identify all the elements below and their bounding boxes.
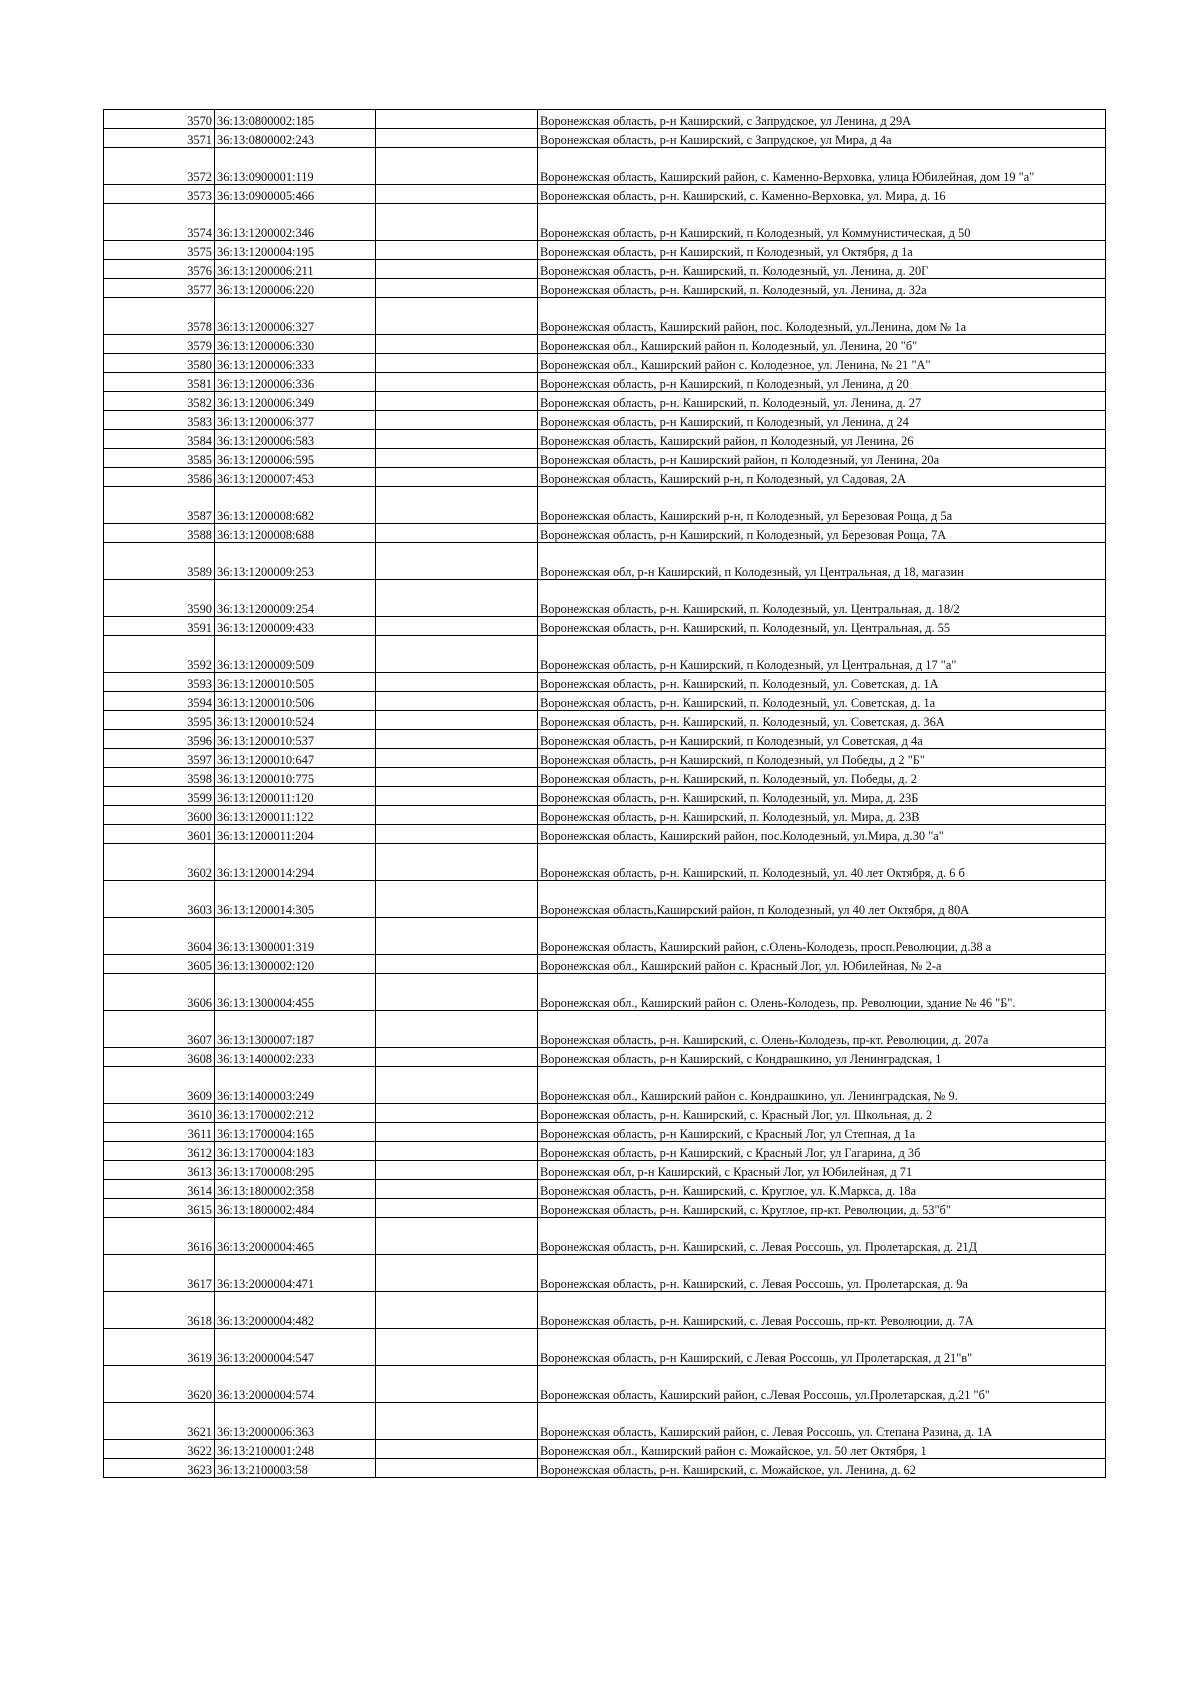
table-row: [104, 392, 1106, 411]
cadastral-number-cell: 36:13:1200006:220: [215, 279, 376, 298]
address-cell: Воронежская область, р-н Каширский, с Красный Лог, ул Гагарина, д 3б: [538, 1142, 1106, 1161]
address-cell: Воронежская область, р-н. Каширский, с. Круглое, пр-кт. Революции, д. 53"б": [538, 1199, 1106, 1218]
cadastral-number-cell: 36:13:1300007:187: [215, 1011, 376, 1048]
table-row: [104, 974, 1106, 1011]
address-cell: Воронежская область, р-н. Каширский, п. Колодезный, ул. Мира, д. 23Б: [538, 787, 1106, 806]
row-number-cell: 3609: [104, 1067, 215, 1104]
address-cell: Воронежская область, р-н. Каширский, п. Колодезный, ул. Ленина, д. 27: [538, 392, 1106, 411]
empty-cell: [376, 110, 538, 129]
table-row: [104, 806, 1106, 825]
row-number-cell: 3623: [104, 1459, 215, 1478]
table-row: [104, 1440, 1106, 1459]
empty-cell: [376, 1011, 538, 1048]
row-number-cell: 3621: [104, 1403, 215, 1440]
cadastral-number-cell: 36:13:0900005:466: [215, 185, 376, 204]
address-cell: Воронежская область, р-н Каширский, п Колодезный, ул Коммунистическая, д 50: [538, 204, 1106, 241]
address-cell: Воронежская область, р-н. Каширский, с. Можайское, ул. Ленина, д. 62: [538, 1459, 1106, 1478]
row-number-cell: 3587: [104, 487, 215, 524]
row-number-cell: 3617: [104, 1255, 215, 1292]
cadastral-number-cell: 36:13:1400002:233: [215, 1048, 376, 1067]
table-row: [104, 335, 1106, 354]
table-row: [104, 955, 1106, 974]
table-row: [104, 279, 1106, 298]
table-row: [104, 1199, 1106, 1218]
address-cell: Воронежская область, р-н. Каширский, п. Колодезный, ул. Мира, д. 23В: [538, 806, 1106, 825]
table-row: [104, 1292, 1106, 1329]
table-row: [104, 673, 1106, 692]
row-number-cell: 3584: [104, 430, 215, 449]
address-cell: Воронежская область, р-н. Каширский, п. Колодезный, ул. Победы, д. 2: [538, 768, 1106, 787]
row-number-cell: 3603: [104, 881, 215, 918]
table-row: [104, 636, 1106, 673]
address-cell: Воронежская область, р-н. Каширский, с. Каменно-Верховка, ул. Мира, д. 16: [538, 185, 1106, 204]
empty-cell: [376, 543, 538, 580]
cadastral-number-cell: 36:13:1700004:183: [215, 1142, 376, 1161]
empty-cell: [376, 1048, 538, 1067]
address-cell: Воронежская область, р-н. Каширский, п. Колодезный, ул. Советская, д. 1А: [538, 673, 1106, 692]
cadastral-number-cell: 36:13:1800002:484: [215, 1199, 376, 1218]
cadastral-number-cell: 36:13:2000004:574: [215, 1366, 376, 1403]
empty-cell: [376, 411, 538, 430]
address-cell: Воронежская область, р-н Каширский, с Кондрашкино, ул Ленинградская, 1: [538, 1048, 1106, 1067]
cadastral-number-cell: 36:13:1200006:583: [215, 430, 376, 449]
address-cell: Воронежская область, р-н Каширский, с Красный Лог, ул Степная, д 1а: [538, 1123, 1106, 1142]
empty-cell: [376, 185, 538, 204]
table-row: [104, 1104, 1106, 1123]
address-cell: Воронежская обл., Каширский район с. Олень-Колодезь, пр. Революции, здание № 46 "Б".: [538, 974, 1106, 1011]
table-row: [104, 148, 1106, 185]
table-row: [104, 110, 1106, 129]
empty-cell: [376, 148, 538, 185]
empty-cell: [376, 354, 538, 373]
address-cell: Воронежская область,Каширский район, п Колодезный, ул 40 лет Октября, д 80А: [538, 881, 1106, 918]
empty-cell: [376, 129, 538, 148]
address-cell: Воронежская область, р-н. Каширский, п. Колодезный, ул. 40 лет Октября, д. 6 б: [538, 844, 1106, 881]
table-row: [104, 617, 1106, 636]
empty-cell: [376, 1459, 538, 1478]
empty-cell: [376, 768, 538, 787]
address-cell: Воронежская область, р-н. Каширский, с. Круглое, ул. К.Маркса, д. 18а: [538, 1180, 1106, 1199]
cadastral-number-cell: 36:13:1300002:120: [215, 955, 376, 974]
address-cell: Воронежская область, Каширский район, п Колодезный, ул Ленина, 26: [538, 430, 1106, 449]
address-cell: Воронежская обл., Каширский район с. Красный Лог, ул. Юбилейная, № 2-а: [538, 955, 1106, 974]
row-number-cell: 3581: [104, 373, 215, 392]
empty-cell: [376, 787, 538, 806]
table-row: [104, 411, 1106, 430]
cadastral-number-cell: 36:13:2000004:547: [215, 1329, 376, 1366]
empty-cell: [376, 373, 538, 392]
address-cell: Воронежская область, Каширский район, пос.Колодезный, ул.Мира, д.30 "а": [538, 825, 1106, 844]
address-cell: Воронежская область, р-н Каширский, с Левая Россошь, ул Пролетарская, д 21"в": [538, 1329, 1106, 1366]
empty-cell: [376, 636, 538, 673]
row-number-cell: 3619: [104, 1329, 215, 1366]
empty-cell: [376, 1180, 538, 1199]
row-number-cell: 3614: [104, 1180, 215, 1199]
row-number-cell: 3596: [104, 730, 215, 749]
address-cell: Воронежская обл., Каширский район с. Колодезное, ул. Ленина, № 21 "А": [538, 354, 1106, 373]
address-cell: Воронежская область, Каширский р-н, п Колодезный, ул Садовая, 2А: [538, 468, 1106, 487]
address-cell: Воронежская область, Каширский район, пос. Колодезный, ул.Ленина, дом № 1а: [538, 298, 1106, 335]
cadastral-number-cell: 36:13:1300004:455: [215, 974, 376, 1011]
cadastral-number-cell: 36:13:1700004:165: [215, 1123, 376, 1142]
table-row: [104, 1161, 1106, 1180]
cadastral-number-cell: 36:13:1200006:377: [215, 411, 376, 430]
cadastral-number-cell: 36:13:1200014:294: [215, 844, 376, 881]
row-number-cell: 3606: [104, 974, 215, 1011]
row-number-cell: 3598: [104, 768, 215, 787]
empty-cell: [376, 449, 538, 468]
empty-cell: [376, 806, 538, 825]
empty-cell: [376, 487, 538, 524]
table-row: [104, 241, 1106, 260]
row-number-cell: 3597: [104, 749, 215, 768]
address-cell: Воронежская обл., Каширский район с. Кондрашкино, ул. Ленинградская, № 9.: [538, 1067, 1106, 1104]
cadastral-number-cell: 36:13:1200006:336: [215, 373, 376, 392]
address-cell: Воронежская область, Каширский район, с.Левая Россошь, ул.Пролетарская, д.21 "б": [538, 1366, 1106, 1403]
table-row: [104, 1255, 1106, 1292]
row-number-cell: 3573: [104, 185, 215, 204]
empty-cell: [376, 1142, 538, 1161]
registry-table: [103, 109, 1106, 1478]
cadastral-number-cell: 36:13:0900001:119: [215, 148, 376, 185]
table-row: [104, 1142, 1106, 1161]
empty-cell: [376, 298, 538, 335]
table-row: [104, 1403, 1106, 1440]
empty-cell: [376, 1067, 538, 1104]
empty-cell: [376, 392, 538, 411]
row-number-cell: 3590: [104, 580, 215, 617]
table-row: [104, 449, 1106, 468]
address-cell: Воронежская область, р-н. Каширский, п. Колодезный, ул. Центральная, д. 18/2: [538, 580, 1106, 617]
address-cell: Воронежская область, р-н Каширский, с Запрудское, ул Ленина, д 29А: [538, 110, 1106, 129]
cadastral-number-cell: 36:13:2100003:58: [215, 1459, 376, 1478]
table-row: [104, 918, 1106, 955]
empty-cell: [376, 692, 538, 711]
row-number-cell: 3604: [104, 918, 215, 955]
row-number-cell: 3612: [104, 1142, 215, 1161]
address-cell: Воронежская область, р-н. Каширский, с. Левая Россошь, пр-кт. Революции, д. 7А: [538, 1292, 1106, 1329]
table-row: [104, 768, 1106, 787]
cadastral-number-cell: 36:13:1200006:330: [215, 335, 376, 354]
empty-cell: [376, 580, 538, 617]
cadastral-number-cell: 36:13:1200010:647: [215, 749, 376, 768]
table-row: [104, 825, 1106, 844]
cadastral-number-cell: 36:13:1200011:120: [215, 787, 376, 806]
row-number-cell: 3610: [104, 1104, 215, 1123]
row-number-cell: 3620: [104, 1366, 215, 1403]
row-number-cell: 3585: [104, 449, 215, 468]
table-row: [104, 468, 1106, 487]
cadastral-number-cell: 36:13:1200010:775: [215, 768, 376, 787]
empty-cell: [376, 1123, 538, 1142]
cadastral-number-cell: 36:13:1200004:195: [215, 241, 376, 260]
cadastral-number-cell: 36:13:1200006:349: [215, 392, 376, 411]
row-number-cell: 3599: [104, 787, 215, 806]
cadastral-number-cell: 36:13:1200010:506: [215, 692, 376, 711]
empty-cell: [376, 730, 538, 749]
empty-cell: [376, 1255, 538, 1292]
cadastral-number-cell: 36:13:1200002:346: [215, 204, 376, 241]
address-cell: Воронежская область, р-н. Каширский, с. Олень-Колодезь, пр-кт. Революции, д. 207а: [538, 1011, 1106, 1048]
address-cell: Воронежская обл., Каширский район п. Колодезный, ул. Ленина, 20 "б": [538, 335, 1106, 354]
address-cell: Воронежская область, р-н Каширский, п Колодезный, ул Ленина, д 24: [538, 411, 1106, 430]
row-number-cell: 3572: [104, 148, 215, 185]
row-number-cell: 3611: [104, 1123, 215, 1142]
cadastral-number-cell: 36:13:1200014:305: [215, 881, 376, 918]
cadastral-number-cell: 36:13:0800002:243: [215, 129, 376, 148]
row-number-cell: 3593: [104, 673, 215, 692]
row-number-cell: 3586: [104, 468, 215, 487]
row-number-cell: 3589: [104, 543, 215, 580]
table-row: [104, 1123, 1106, 1142]
table-row: [104, 881, 1106, 918]
table-row: [104, 580, 1106, 617]
table-row: [104, 749, 1106, 768]
table-row: [104, 373, 1106, 392]
empty-cell: [376, 1329, 538, 1366]
address-cell: Воронежская область, Каширский район, с.Олень-Колодезь, просп.Революции, д.38 а: [538, 918, 1106, 955]
cadastral-number-cell: 36:13:1200007:453: [215, 468, 376, 487]
cadastral-number-cell: 36:13:1200008:682: [215, 487, 376, 524]
empty-cell: [376, 1104, 538, 1123]
address-cell: Воронежская область, р-н. Каширский, п. Колодезный, ул. Центральная, д. 55: [538, 617, 1106, 636]
cadastral-number-cell: 36:13:1300001:319: [215, 918, 376, 955]
cadastral-number-cell: 36:13:1200010:524: [215, 711, 376, 730]
address-cell: Воронежская обл, р-н Каширский, п Колодезный, ул Центральная, д 18, магазин: [538, 543, 1106, 580]
cadastral-number-cell: 36:13:0800002:185: [215, 110, 376, 129]
row-number-cell: 3575: [104, 241, 215, 260]
row-number-cell: 3579: [104, 335, 215, 354]
empty-cell: [376, 1199, 538, 1218]
empty-cell: [376, 711, 538, 730]
empty-cell: [376, 673, 538, 692]
address-cell: Воронежская область, р-н. Каширский, п. Колодезный, ул. Советская, д. 36А: [538, 711, 1106, 730]
table-row: [104, 1459, 1106, 1478]
table-row: [104, 487, 1106, 524]
address-cell: Воронежская область, р-н. Каширский, с. Левая Россошь, ул. Пролетарская, д. 9а: [538, 1255, 1106, 1292]
table-row: [104, 711, 1106, 730]
row-number-cell: 3570: [104, 110, 215, 129]
cadastral-number-cell: 36:13:1200009:254: [215, 580, 376, 617]
address-cell: Воронежская область, Каширский район, с. Каменно-Верховка, улица Юбилейная, дом 19 "а": [538, 148, 1106, 185]
empty-cell: [376, 430, 538, 449]
empty-cell: [376, 1366, 538, 1403]
empty-cell: [376, 955, 538, 974]
empty-cell: [376, 974, 538, 1011]
address-cell: Воронежская область, р-н Каширский, п Колодезный, ул Березовая Роща, 7А: [538, 524, 1106, 543]
empty-cell: [376, 1218, 538, 1255]
empty-cell: [376, 617, 538, 636]
address-cell: Воронежская область, р-н Каширский, п Колодезный, ул Ленина, д 20: [538, 373, 1106, 392]
table-row: [104, 260, 1106, 279]
cadastral-number-cell: 36:13:1200006:333: [215, 354, 376, 373]
table-row: [104, 298, 1106, 335]
address-cell: Воронежская область, р-н Каширский, п Колодезный, ул Центральная, д 17 "а": [538, 636, 1106, 673]
row-number-cell: 3615: [104, 1199, 215, 1218]
row-number-cell: 3595: [104, 711, 215, 730]
empty-cell: [376, 1161, 538, 1180]
empty-cell: [376, 468, 538, 487]
row-number-cell: 3571: [104, 129, 215, 148]
row-number-cell: 3601: [104, 825, 215, 844]
table-row: [104, 692, 1106, 711]
cadastral-number-cell: 36:13:1800002:358: [215, 1180, 376, 1199]
row-number-cell: 3622: [104, 1440, 215, 1459]
address-cell: Воронежская область, Каширский район, с. Левая Россошь, ул. Степана Разина, д. 1А: [538, 1403, 1106, 1440]
row-number-cell: 3613: [104, 1161, 215, 1180]
cadastral-number-cell: 36:13:2000004:482: [215, 1292, 376, 1329]
address-cell: Воронежская обл, р-н Каширский, с Красный Лог, ул Юбилейная, д 71: [538, 1161, 1106, 1180]
empty-cell: [376, 844, 538, 881]
table-row: [104, 1218, 1106, 1255]
table-row: [104, 1180, 1106, 1199]
row-number-cell: 3600: [104, 806, 215, 825]
table-row: [104, 1011, 1106, 1048]
empty-cell: [376, 204, 538, 241]
empty-cell: [376, 260, 538, 279]
address-cell: Воронежская обл., Каширский район с. Можайское, ул. 50 лет Октября, 1: [538, 1440, 1106, 1459]
cadastral-number-cell: 36:13:2000004:465: [215, 1218, 376, 1255]
empty-cell: [376, 1440, 538, 1459]
cadastral-number-cell: 36:13:1200006:327: [215, 298, 376, 335]
cadastral-number-cell: 36:13:1200010:505: [215, 673, 376, 692]
cadastral-number-cell: 36:13:1200010:537: [215, 730, 376, 749]
empty-cell: [376, 1403, 538, 1440]
row-number-cell: 3574: [104, 204, 215, 241]
cadastral-number-cell: 36:13:2100001:248: [215, 1440, 376, 1459]
row-number-cell: 3578: [104, 298, 215, 335]
empty-cell: [376, 1292, 538, 1329]
table-row: [104, 204, 1106, 241]
address-cell: Воронежская область, р-н Каширский район, п Колодезный, ул Ленина, 20а: [538, 449, 1106, 468]
table-row: [104, 543, 1106, 580]
address-cell: Воронежская область, р-н Каширский, п Колодезный, ул Победы, д 2 "Б": [538, 749, 1106, 768]
row-number-cell: 3602: [104, 844, 215, 881]
row-number-cell: 3577: [104, 279, 215, 298]
table-row: [104, 185, 1106, 204]
table-row: [104, 1329, 1106, 1366]
cadastral-number-cell: 36:13:1200008:688: [215, 524, 376, 543]
row-number-cell: 3616: [104, 1218, 215, 1255]
table-row: [104, 129, 1106, 148]
empty-cell: [376, 279, 538, 298]
row-number-cell: 3594: [104, 692, 215, 711]
empty-cell: [376, 918, 538, 955]
address-cell: Воронежская область, р-н. Каширский, с. Красный Лог, ул. Школьная, д. 2: [538, 1104, 1106, 1123]
address-cell: Воронежская область, р-н Каширский, п Колодезный, ул Советская, д 4а: [538, 730, 1106, 749]
cadastral-number-cell: 36:13:1700002:212: [215, 1104, 376, 1123]
row-number-cell: 3583: [104, 411, 215, 430]
table-row: [104, 1366, 1106, 1403]
row-number-cell: 3582: [104, 392, 215, 411]
empty-cell: [376, 335, 538, 354]
empty-cell: [376, 825, 538, 844]
address-cell: Воронежская область, р-н. Каширский, с. Левая Россошь, ул. Пролетарская, д. 21Д: [538, 1218, 1106, 1255]
cadastral-number-cell: 36:13:1200009:433: [215, 617, 376, 636]
address-cell: Воронежская область, р-н. Каширский, п. Колодезный, ул. Ленина, д. 32а: [538, 279, 1106, 298]
row-number-cell: 3580: [104, 354, 215, 373]
row-number-cell: 3591: [104, 617, 215, 636]
address-cell: Воронежская область, Каширский р-н, п Колодезный, ул Березовая Роща, д 5а: [538, 487, 1106, 524]
cadastral-number-cell: 36:13:2000006:363: [215, 1403, 376, 1440]
address-cell: Воронежская область, р-н. Каширский, п. Колодезный, ул. Советская, д. 1а: [538, 692, 1106, 711]
table-row: [104, 1048, 1106, 1067]
row-number-cell: 3608: [104, 1048, 215, 1067]
row-number-cell: 3607: [104, 1011, 215, 1048]
table-row: [104, 354, 1106, 373]
cadastral-number-cell: 36:13:1200011:122: [215, 806, 376, 825]
table-row: [104, 787, 1106, 806]
empty-cell: [376, 524, 538, 543]
empty-cell: [376, 749, 538, 768]
empty-cell: [376, 881, 538, 918]
row-number-cell: 3588: [104, 524, 215, 543]
row-number-cell: 3576: [104, 260, 215, 279]
registry-table-body: [104, 110, 1106, 1478]
table-row: [104, 430, 1106, 449]
cadastral-number-cell: 36:13:1200009:253: [215, 543, 376, 580]
cadastral-number-cell: 36:13:1200006:595: [215, 449, 376, 468]
address-cell: Воронежская область, р-н Каширский, п Колодезный, ул Октября, д 1а: [538, 241, 1106, 260]
cadastral-number-cell: 36:13:1700008:295: [215, 1161, 376, 1180]
cadastral-number-cell: 36:13:1200011:204: [215, 825, 376, 844]
table-row: [104, 524, 1106, 543]
table-row: [104, 730, 1106, 749]
row-number-cell: 3618: [104, 1292, 215, 1329]
address-cell: Воронежская область, р-н. Каширский, п. Колодезный, ул. Ленина, д. 20Г: [538, 260, 1106, 279]
table-row: [104, 1067, 1106, 1104]
cadastral-number-cell: 36:13:1400003:249: [215, 1067, 376, 1104]
row-number-cell: 3605: [104, 955, 215, 974]
table-row: [104, 844, 1106, 881]
address-cell: Воронежская область, р-н Каширский, с Запрудское, ул Мира, д 4а: [538, 129, 1106, 148]
cadastral-number-cell: 36:13:2000004:471: [215, 1255, 376, 1292]
cadastral-number-cell: 36:13:1200006:211: [215, 260, 376, 279]
empty-cell: [376, 241, 538, 260]
cadastral-number-cell: 36:13:1200009:509: [215, 636, 376, 673]
row-number-cell: 3592: [104, 636, 215, 673]
